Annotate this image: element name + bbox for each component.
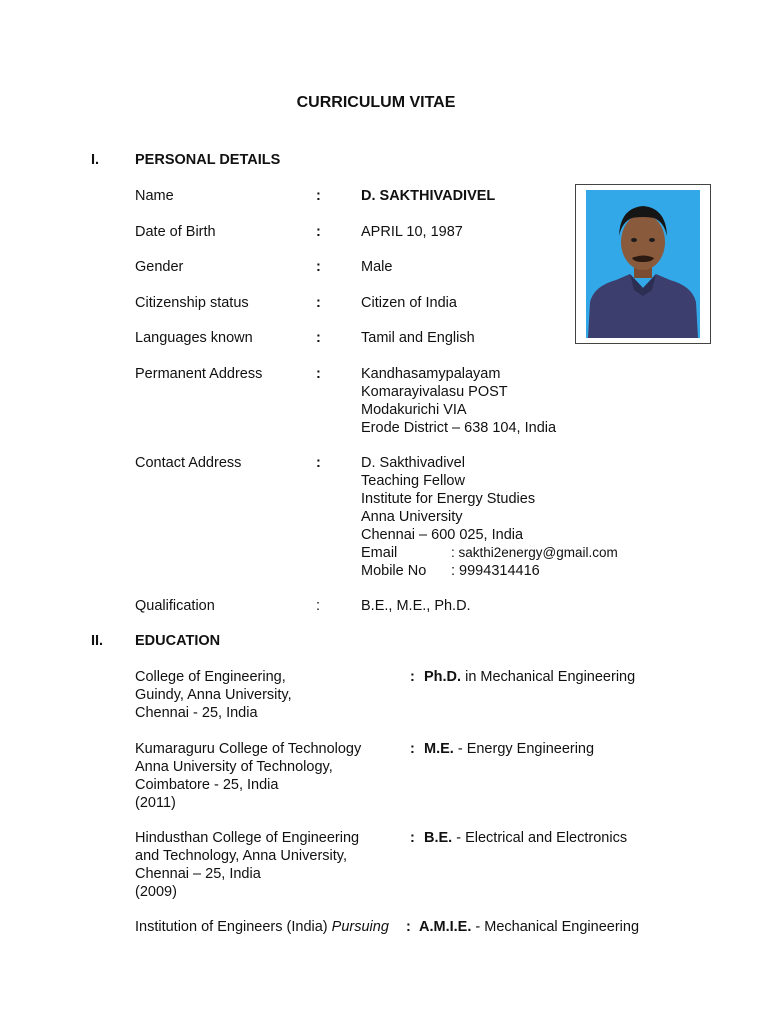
degree-detail: - Electrical and Electronics <box>452 830 628 846</box>
contact-address-line: Anna University <box>361 509 463 525</box>
section-number-education: II. <box>91 633 104 649</box>
name-value: D. SAKTHIVADIVEL <box>361 188 496 204</box>
email-value[interactable]: : sakthi2energy@gmail.com <box>451 545 618 560</box>
section-number-personal: I. <box>91 152 100 168</box>
institution-line: College of Engineering, <box>135 669 286 685</box>
contact-address-colon: : <box>316 455 321 471</box>
email-label: Email <box>361 545 398 561</box>
degree-detail: - Mechanical Engineering <box>471 919 640 935</box>
education-colon: : <box>406 919 411 935</box>
degree-name: B.E. <box>424 830 453 846</box>
education-colon: : <box>410 669 415 685</box>
section-heading-education: EDUCATION <box>135 633 221 649</box>
institution-line: Anna University of Technology, <box>135 759 333 775</box>
name-label: Name <box>135 188 174 204</box>
languages-value: Tamil and English <box>361 330 475 346</box>
contact-address-line: Institute for Energy Studies <box>361 491 536 507</box>
education-colon: : <box>410 741 415 757</box>
permanent-address-line: Modakurichi VIA <box>361 402 467 418</box>
education-degree <box>424 668 635 686</box>
profile-photo-frame <box>575 184 711 344</box>
education-colon: : <box>410 830 415 846</box>
mobile-value: : 9994314416 <box>451 563 540 579</box>
institution-name: Institution of Engineers (India) <box>135 919 328 935</box>
education-entry-institution <box>135 829 359 901</box>
section-heading-personal: PERSONAL DETAILS <box>135 152 281 168</box>
document-title: CURRICULUM VITAE <box>296 94 456 111</box>
qualification-label: Qualification <box>135 598 215 614</box>
degree-name: M.E. <box>424 741 454 757</box>
languages-label: Languages known <box>135 330 253 346</box>
degree-name: A.M.I.E. <box>419 919 472 935</box>
degree-detail: in Mechanical Engineering <box>461 669 636 685</box>
pursuing-status: Pursuing <box>331 919 389 935</box>
citizenship-label: Citizenship status <box>135 295 249 311</box>
permanent-address-line: Komarayivalasu POST <box>361 384 508 400</box>
contact-address-label: Contact Address <box>135 455 242 471</box>
dob-label: Date of Birth <box>135 224 216 240</box>
institution-line: Coimbatore - 25, India <box>135 777 279 793</box>
education-degree <box>424 740 594 758</box>
permanent-address-line: Kandhasamypalayam <box>361 366 501 382</box>
education-degree <box>419 918 639 936</box>
contact-address-value <box>361 454 661 580</box>
education-entry-institution <box>135 918 389 936</box>
degree-detail: - Energy Engineering <box>453 741 595 757</box>
institution-line: and Technology, Anna University, <box>135 848 347 864</box>
contact-address-line: Chennai – 600 025, India <box>361 527 524 543</box>
qualification-colon: : <box>316 598 321 614</box>
mobile-label: Mobile No <box>361 563 427 579</box>
profile-photo <box>586 190 700 338</box>
institution-line: Chennai – 25, India <box>135 866 261 882</box>
permanent-address-line: Erode District – 638 104, India <box>361 420 557 436</box>
gender-label: Gender <box>135 259 184 275</box>
permanent-address-label: Permanent Address <box>135 366 263 382</box>
gender-value: Male <box>361 259 393 275</box>
institution-line: (2009) <box>135 884 177 900</box>
institution-line: Hindusthan College of Engineering <box>135 830 360 846</box>
citizenship-value: Citizen of India <box>361 295 457 311</box>
permanent-address-colon: : <box>316 366 321 382</box>
permanent-address-value <box>361 365 556 437</box>
dob-colon: : <box>316 224 321 240</box>
citizenship-colon: : <box>316 295 321 311</box>
education-entry-institution <box>135 740 361 812</box>
contact-address-line: D. Sakthivadivel <box>361 455 465 471</box>
qualification-value: B.E., M.E., Ph.D. <box>361 598 471 614</box>
education-entry-institution <box>135 668 292 722</box>
contact-address-line: Teaching Fellow <box>361 473 465 489</box>
mobile-row <box>361 562 661 580</box>
institution-line: Guindy, Anna University, <box>135 687 292 703</box>
institution-line: (2011) <box>135 795 176 811</box>
education-degree <box>424 829 627 847</box>
degree-name: Ph.D. <box>424 669 462 685</box>
languages-colon: : <box>316 330 321 346</box>
email-row <box>361 544 661 562</box>
institution-line: Chennai - 25, India <box>135 705 258 721</box>
institution-line: Kumaraguru College of Technology <box>135 741 362 757</box>
name-colon: : <box>316 188 321 204</box>
gender-colon: : <box>316 259 321 275</box>
dob-value: APRIL 10, 1987 <box>361 224 463 240</box>
portrait-icon <box>586 190 700 338</box>
